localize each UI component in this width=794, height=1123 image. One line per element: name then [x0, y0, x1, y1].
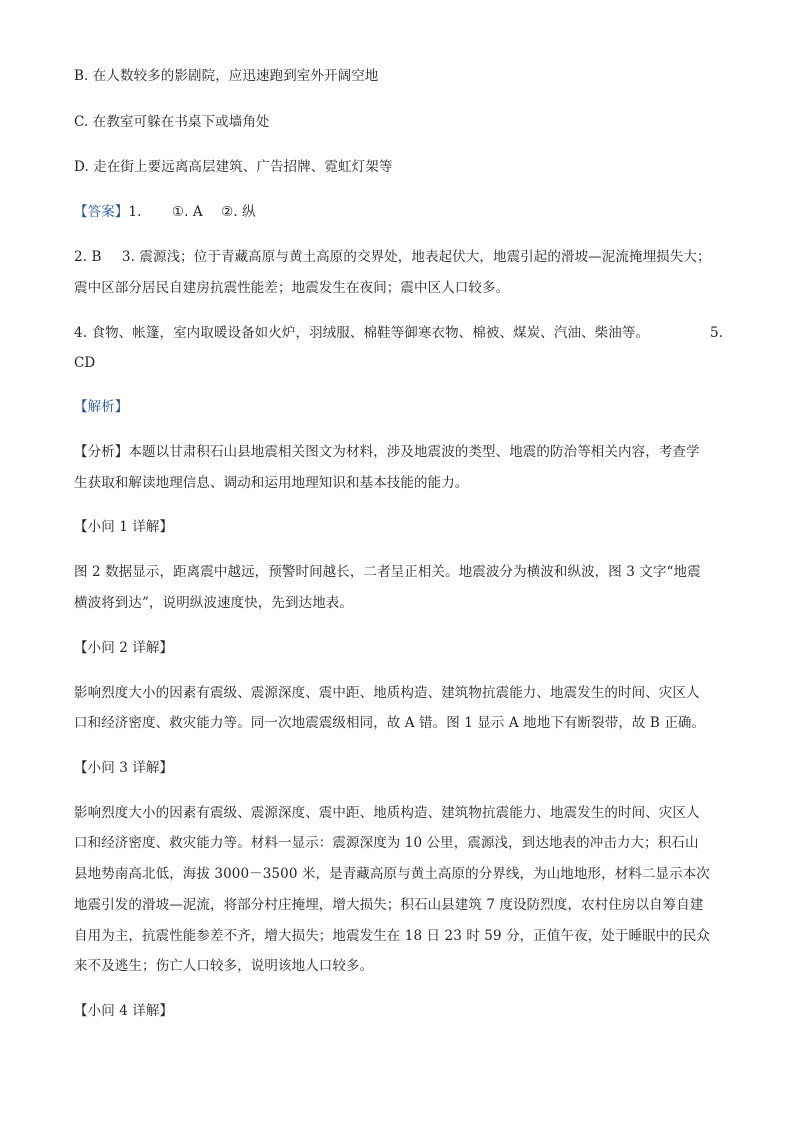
answer-q1-part-a: ①. A [171, 204, 203, 220]
section-2-title: 【小问 2 详解】 [74, 640, 174, 656]
section-1-line-2: 横波将到达”，说明纵波速度快，先到达地表。 [74, 595, 354, 611]
section-2-line-1: 影响烈度大小的因素有震级、震源深度、震中距、地质构造、建筑物抗震能力、地震发生的时间、灾区人 [74, 685, 700, 701]
answer-line-1 [74, 203, 256, 221]
section-3-line-6: 来不及逃生；伤亡人口较多，说明该地人口较多。 [74, 958, 374, 974]
answer-q5: CD [74, 355, 96, 371]
analysis-tag: 【解析】 [74, 399, 129, 415]
analysis-intro-line-1: 【分析】本题以甘肃积石山县地震相关图文为材料，涉及地震波的类型、地震的防治等相关内容，考查学 [74, 444, 700, 460]
section-1-line-1: 图 2 数据显示，距离震中越远，预警时间越长，二者呈正相关。地震波分为横波和纵波，图 3 文字“地震 [74, 564, 701, 580]
option-d: D. 走在街上要远离高层建筑、广告招牌、霓虹灯架等 [74, 159, 393, 175]
section-3-line-4: 地震引发的滑坡—泥流，将部分村庄掩埋，增大损失；积石山县建筑 7 度设防烈度，农村住房以自筹自建 [74, 897, 704, 913]
answer-q2-q3-line [74, 248, 711, 266]
answer-q1-part-b: ②. 纵 [221, 204, 256, 220]
section-3-line-2: 口和经济密度、救灾能力等。材料一显示：震源深度为 10 公里，震源浅，到达地表的冲击力大；积石山 [74, 835, 699, 851]
section-3-title: 【小问 3 详解】 [74, 760, 174, 776]
answer-q3-line-2: 震中区部分居民自建房抗震性能差；地震发生在夜间；震中区人口较多。 [74, 280, 510, 296]
answer-tag: 【答案】 [74, 204, 129, 220]
option-c: C. 在教室可躲在书桌下或墙角处 [74, 114, 270, 130]
section-2-line-2: 口和经济密度、救灾能力等。同一次地震震级相同，故 A 错。图 1 显示 A 地地下有断裂带，故 B 正确。 [74, 715, 706, 731]
section-1-title: 【小问 1 详解】 [74, 519, 174, 535]
option-b: B. 在人数较多的影剧院，应迅速跑到室外开阔空地 [74, 68, 379, 84]
section-3-line-3: 县地势南高北低，海拔 3000－3500 米，是青藏高原与黄土高原的分界线，为山地地形，材料二显示本次 [74, 866, 710, 882]
answer-q5-number: 5. [710, 325, 724, 341]
answer-q1-number: 1. [128, 204, 142, 220]
section-3-line-5: 自用为主，抗震性能参差不齐，增大损失；地震发生在 18 日 23 时 59 分，正值午夜，处于睡眠中的民众 [74, 928, 711, 944]
section-4-title: 【小问 4 详解】 [74, 1003, 174, 1019]
answer-q4: 4. 食物、帐篷，室内取暖设备如火炉，羽绒服、棉鞋等御寒衣物、棉被、煤炭、汽油、柴油等。 [74, 325, 650, 341]
analysis-intro-line-2: 生获取和解读地理信息、调动和运用地理知识和基本技能的能力。 [74, 475, 469, 491]
section-3-line-1: 影响烈度大小的因素有震级、震源深度、震中距、地质构造、建筑物抗震能力、地震发生的时间、灾区人 [74, 805, 700, 821]
answer-q3-line-1: 3. 震源浅；位于青藏高原与黄土高原的交界处，地表起伏大，地震引起的滑坡—泥流掩埋损失大； [121, 249, 711, 265]
answer-q2: 2. B [74, 249, 102, 265]
